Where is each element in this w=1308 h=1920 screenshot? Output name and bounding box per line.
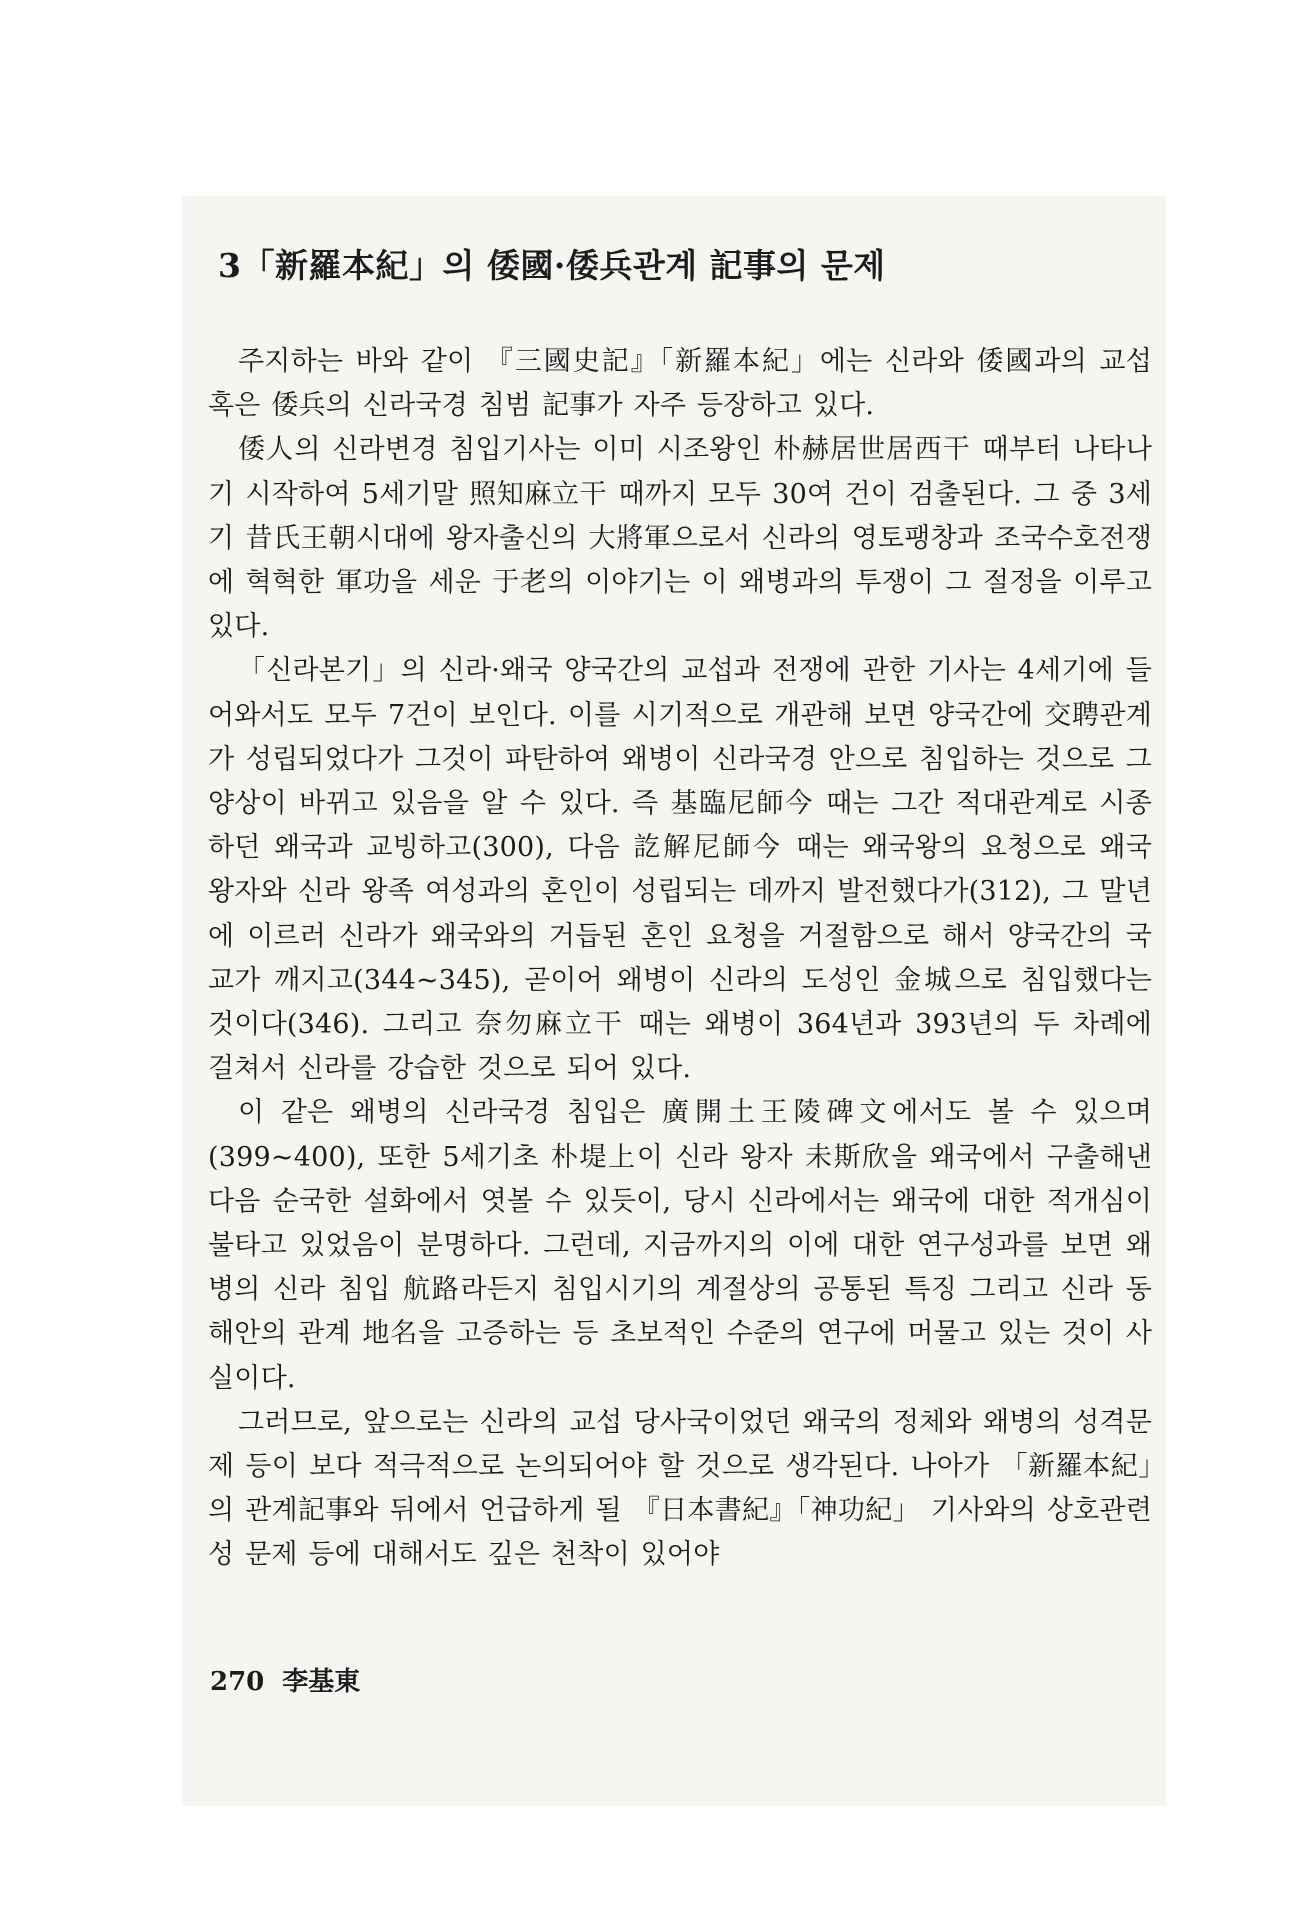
section-title: 3「新羅本紀」의 倭國·倭兵관계 記事의 문제 <box>218 246 886 285</box>
paragraph-3: 「신라본기」의 신라·왜국 양국간의 교섭과 전쟁에 관한 기사는 4세기에 들어와서도 모두 7건이 보인다. 이를 시기적으로 개관해 보면 양국간에 交聘관계가 성립되었다가 그것이 파탄하여 왜병이 신라국경 안으로 침입하는 것으로 그 양상이 바뀌고 있음을 알 수 있다. 즉 基臨尼師今 때는 그간 적대관계로 시종하던 왜국과 교빙하고(300), 다음 訖解尼師今 때는 왜국왕의 요청으로 왜국 왕자와 신라 왕족 여성과의 혼인이 성립되는 데까지 발전했다가(312), 그 말년에 이르러 신라가 왜국와의 거듭된 혼인 요청을 거절함으로 해서 양국간의 국교가 깨지고(344~345), 곧이어 왜병이 신라의 도성인 金城으로 침입했다는 것이다(346). 그리고 奈勿麻立干 때는 왜병이 364년과 393년의 두 차례에 걸쳐서 신라를 강습한 것으로 되어 있다. <box>208 655 1152 1085</box>
paragraph-4: 이 같은 왜병의 신라국경 침입은 廣開土王陵碑文에서도 볼 수 있으며(399~400), 또한 5세기초 朴堤上이 신라 왕자 未斯欣을 왜국에서 구출해낸 다음 순국한 설화에서 엿볼 수 있듯이, 당시 신라에서는 왜국에 대한 적개심이 불타고 있었음이 분명하다. 그런데, 지금까지의 이에 대한 연구성과를 보면 왜병의 신라 침입 航路라든지 침입시기의 계절상의 공통된 특징 그리고 신라 동해안의 관계 地名을 고증하는 등 초보적인 수준의 연구에 머물고 있는 것이 사실이다. <box>208 1097 1152 1394</box>
paragraph-5: 그러므로, 앞으로는 신라의 교섭 당사국이었던 왜국의 정체와 왜병의 성격문제 등이 보다 적극적으로 논의되어야 할 것으로 생각된다. 나아가 「新羅本紀」의 관계記事와 뒤에서 언급하게 될 『日本書紀』「神功紀」 기사와의 상호관련성 문제 등에 대해서도 깊은 천착이 있어야 <box>208 1406 1152 1571</box>
author-name: 李基東 <box>282 1667 361 1697</box>
page-footer <box>210 1661 360 1698</box>
page-number: 270 <box>210 1667 265 1697</box>
paragraph-2: 倭人의 신라변경 침입기사는 이미 시조왕인 朴赫居世居西干 때부터 나타나기 시작하여 5세기말 照知麻立干 때까지 모두 30여 건이 검출된다. 그 중 3세기 昔氏王朝시대에 왕자출신의 大將軍으로서 신라의 영토팽창과 조국수호전쟁에 혁혁한 軍功을 세운 于老의 이야기는 이 왜병과의 투쟁이 그 절정을 이루고 있다. <box>208 434 1152 643</box>
paragraph-1: 주지하는 바와 같이 『三國史記』「新羅本紀」에는 신라와 倭國과의 교섭 혹은 倭兵의 신라국경 침범 記事가 자주 등장하고 있다. <box>208 346 1152 422</box>
book-page <box>182 196 1166 1806</box>
page-content <box>208 244 1152 1578</box>
